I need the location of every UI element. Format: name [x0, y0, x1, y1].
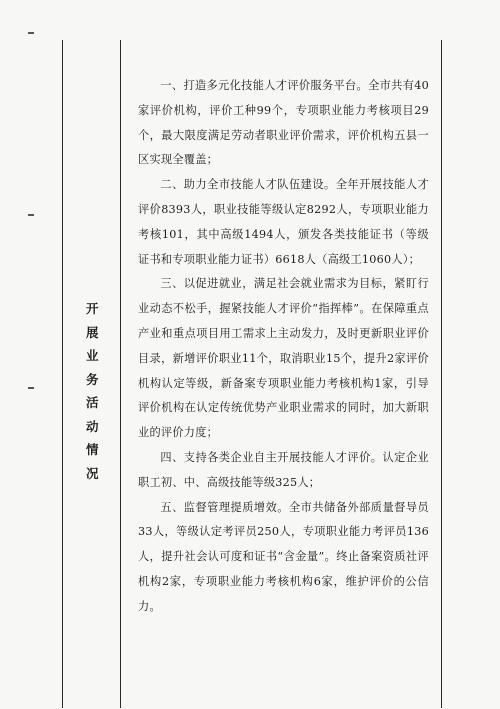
section-label-char: 情 — [86, 442, 99, 457]
paragraph-4: 四、支持各类企业自主开展技能人才评价。认定企业职工初、中、高级技能等级325人； — [138, 450, 429, 489]
section-label — [86, 303, 100, 480]
section-label-char: 业 — [86, 348, 99, 363]
document-table — [62, 40, 442, 708]
margin-mark-top — [28, 32, 34, 34]
paragraph-1: 一、打造多元化技能人才评价服务平台。全市共有40家评价机构，评价工种99个，专项职业能力考核项目29个，最大限度满足劳动者职业评价需求，评价机构五县一区实现全覆盖； — [138, 79, 429, 167]
content-cell — [124, 40, 441, 708]
section-label-char: 展 — [86, 324, 99, 340]
section-label-char: 况 — [86, 465, 99, 481]
paragraph-3: 三、以促进就业，满足社会就业需求为目标，紧盯行业动态不松手，握紧技能人才评价“指挥棒”。在保障重点产业和重点项目用工需求上主动发力，及时更新职业评价目录，新增评价职业11个，取消职业15个，提升2家评价机构认定等级，新备案专项职业能力考核机构1家，引导评价机构在认定传统优势产业职业需求的同时，加大新职业的评价力度； — [138, 277, 429, 440]
section-label-char: 活 — [86, 395, 99, 410]
content-text — [124, 40, 441, 620]
margin-mark-lower — [28, 387, 34, 389]
section-label-char: 务 — [86, 371, 99, 387]
section-label-char: 动 — [86, 418, 99, 434]
margin-mark-middle — [28, 214, 34, 216]
section-label-char: 开 — [86, 301, 99, 316]
paragraph-2: 二、助力全市技能人才队伍建设。全年开展技能人才评价8393人，职业技能等级认定8292人，专项职业能力考核101，其中高级1494人，颁发各类技能证书（等级证书和专项职业能力证书）6618人（高级工1060人）； — [138, 178, 429, 266]
section-label-cell — [63, 40, 121, 708]
paragraph-5: 五、监督管理提质增效。全市共储备外部质量督导员33人，等级认定考评员250人，专项职业能力考评员136人，提升社会认可度和证书“含金量”。终止备案资质社评机构2家，专项职业能力考核机构6家，维护评价的公信力。 — [138, 500, 429, 613]
